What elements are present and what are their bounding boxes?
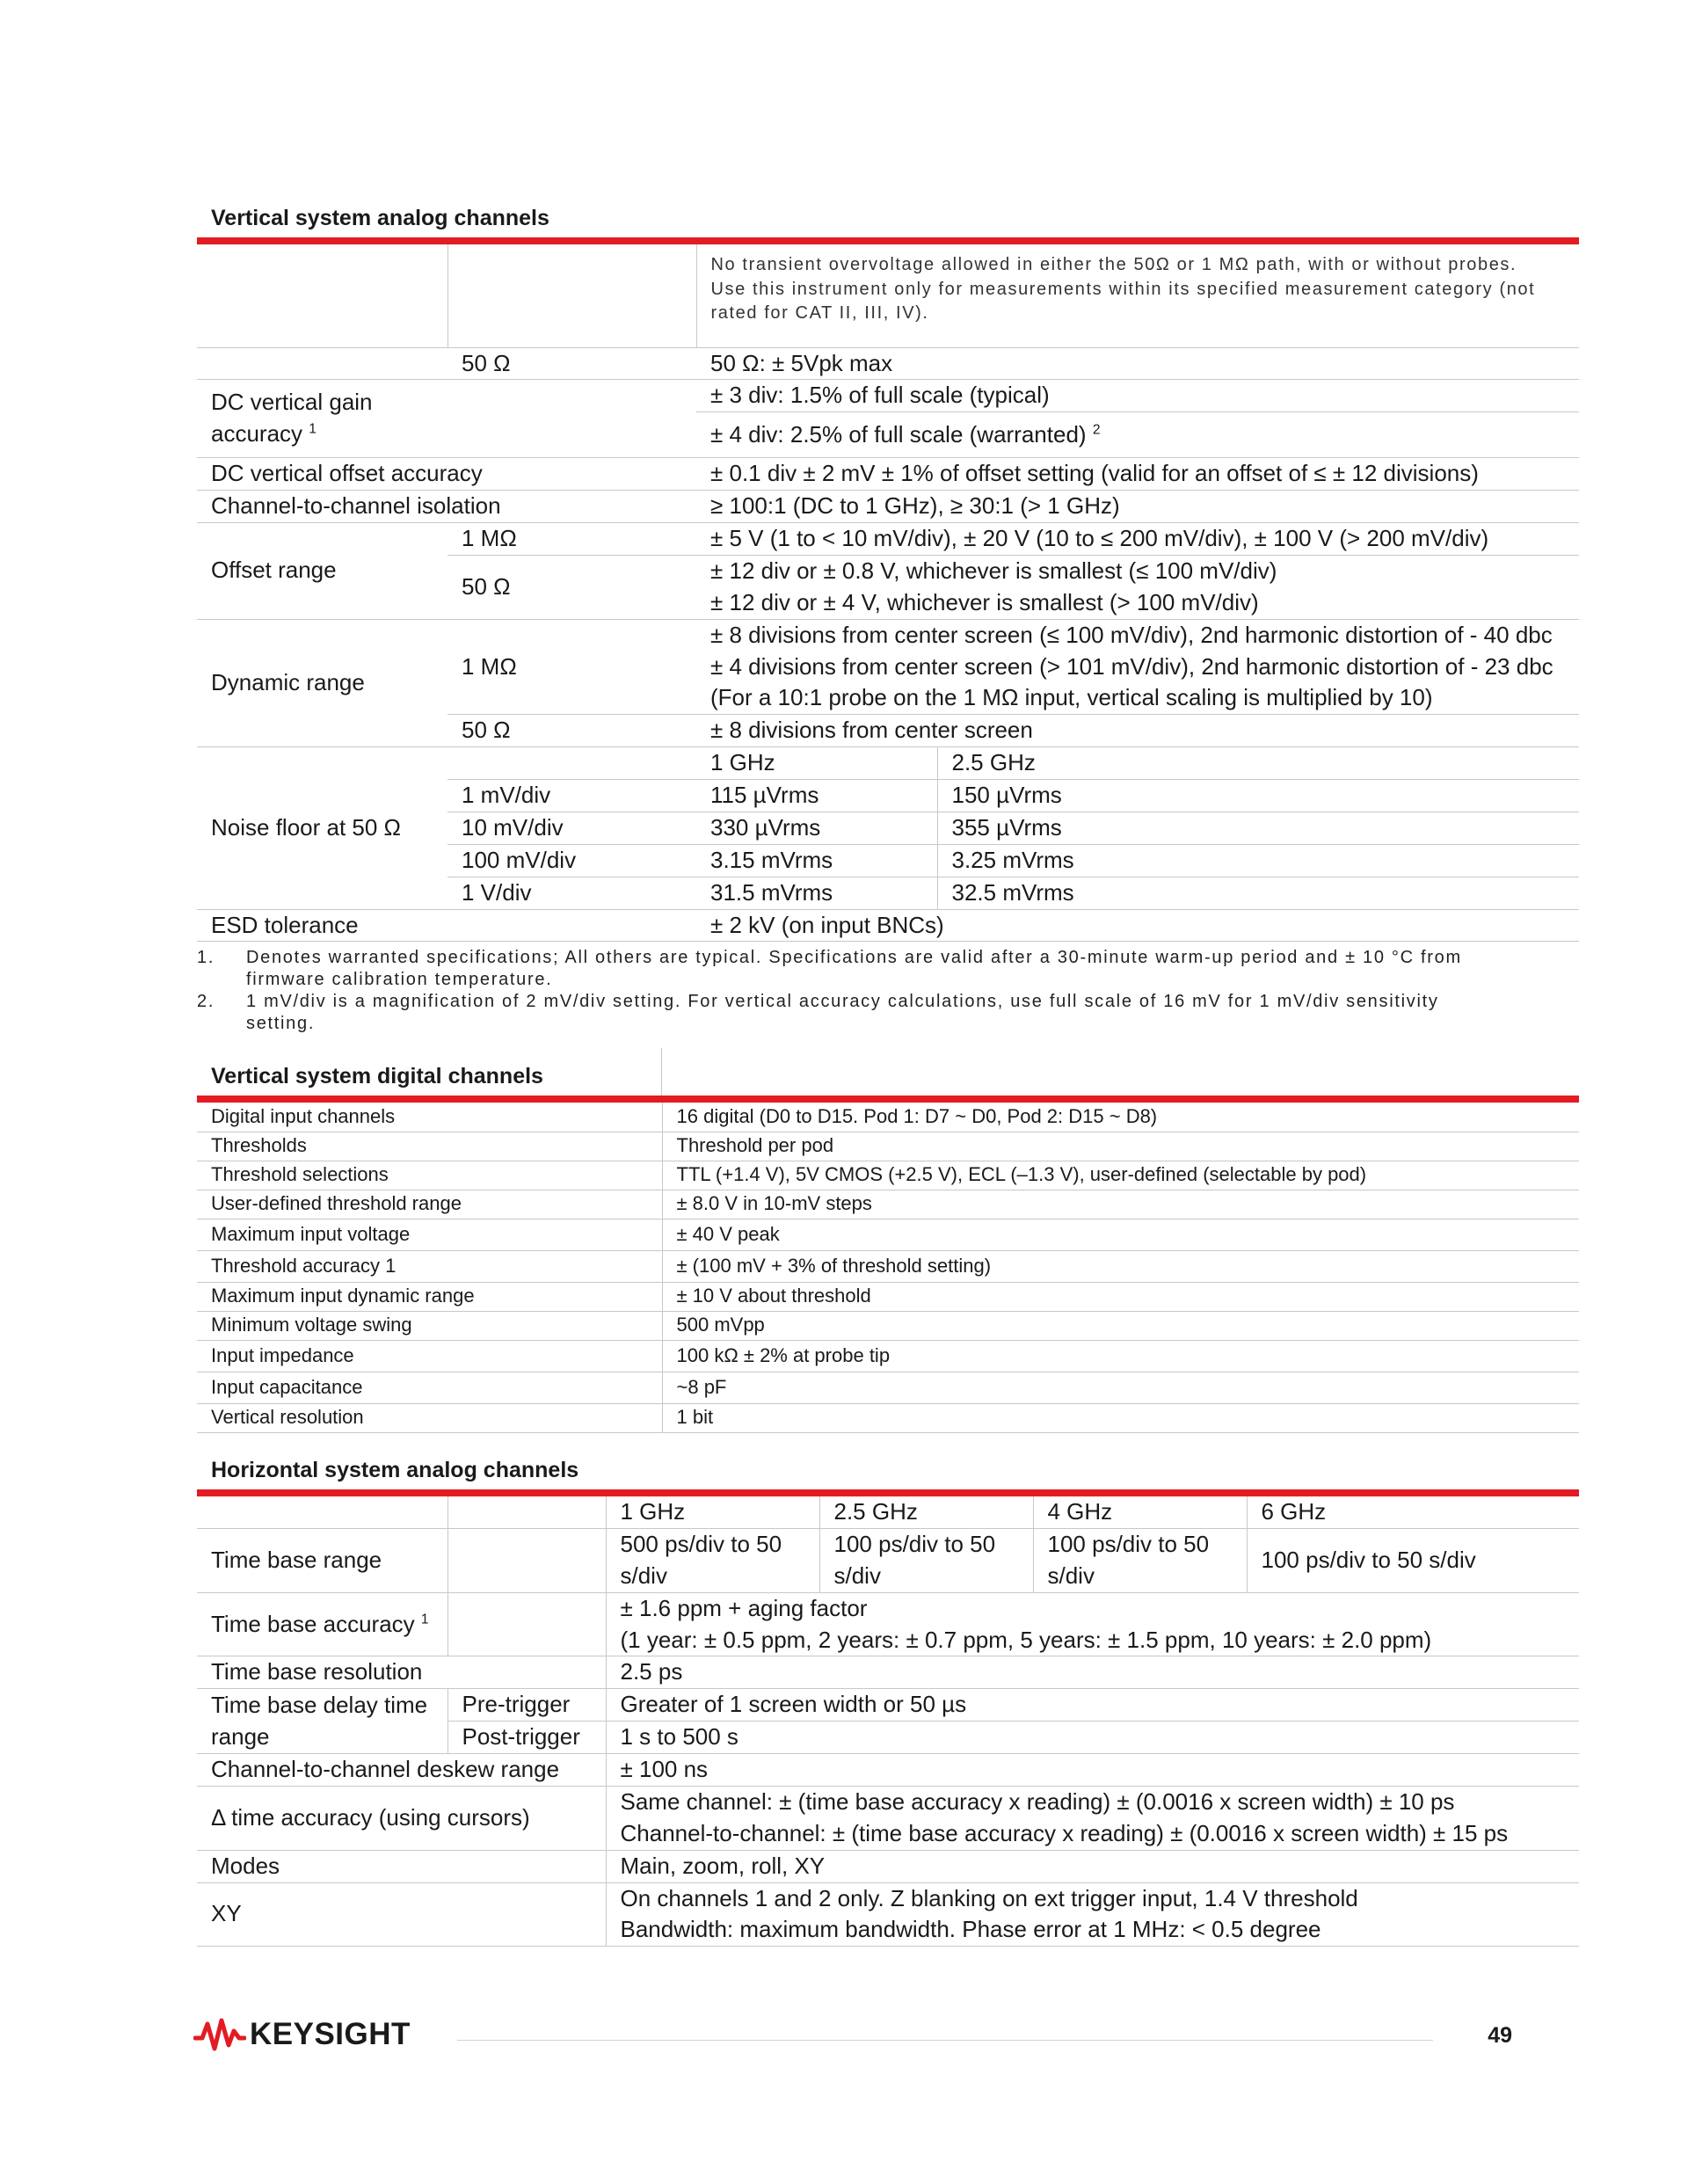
noise-head: 1 GHz [696,747,937,780]
digital-spec-value: Threshold per pod [662,1132,1579,1161]
spec-value: ± 12 div or ± 0.8 V, whichever is smallest (≤ 100 mV/div) ± 12 div or ± 4 V, whichever is smallest (> 100 mV/div) [696,555,1579,619]
spec-sub [447,380,696,458]
spec-sub: Pre-trigger [447,1689,606,1722]
digital-spec-value: 1 bit [662,1403,1579,1432]
table-row [197,1372,1579,1403]
horizontal-analog-table [197,1496,1579,1947]
footnotes [197,947,1481,1035]
spec-value: 50 Ω: ± 5Vpk max [696,347,1579,380]
digital-spec-value: 500 mVpp [662,1311,1579,1340]
overvoltage-note: No transient overvoltage allowed in either the 50Ω or 1 MΩ path, with or without probes. Use this instrument only for measurements within its specified measurement category (not rated for CAT II, III, IV). [696,244,1579,347]
spec-label: XY [197,1882,606,1947]
table-row [197,1161,1579,1190]
bw-head: 1 GHz [606,1496,819,1528]
table-row [197,1282,1579,1311]
digital-spec-value: 16 digital (D0 to D15. Pod 1: D7 ~ D0, Pod 2: D15 ~ D8) [662,1103,1579,1132]
digital-spec-value: ± 10 V about threshold [662,1282,1579,1311]
page-number: 49 [1488,2023,1512,2048]
spec-sub [447,1496,606,1528]
spec-value: Greater of 1 screen width or 50 µs [606,1689,1579,1722]
noise-sub: 1 mV/div [447,780,696,812]
spec-label [197,347,447,380]
spec-value: On channels 1 and 2 only. Z blanking on ext trigger input, 1.4 V threshold Bandwidth: maximum bandwidth. Phase error at 1 MHz: < 0.5 degree [606,1882,1579,1947]
digital-spec-label: Thresholds [197,1132,662,1161]
digital-spec-label: Maximum input dynamic range [197,1282,662,1311]
spec-label: Δ time accuracy (using cursors) [197,1786,606,1850]
spec-label: Dynamic range [197,619,447,747]
bw-head: 2.5 GHz [819,1496,1033,1528]
spec-label: Channel-to-channel deskew range [197,1754,606,1787]
spec-value: ± 2 kV (on input BNCs) [696,909,1579,942]
vertical-digital-table [197,1103,1579,1433]
section-title-vertical-analog: Vertical system analog channels [211,206,549,230]
noise-value: 3.15 mVrms [696,844,937,877]
bw-head: 6 GHz [1247,1496,1579,1528]
tb-range-value: 100 ps/div to 50 s/div [819,1528,1033,1592]
spec-sub [447,747,696,780]
table-row [197,1311,1579,1340]
spec-sub: 50 Ω [447,347,696,380]
header-divider [661,1048,662,1096]
digital-spec-value: ~8 pF [662,1372,1579,1403]
spec-label: Time base range [197,1528,447,1592]
spec-value: 2.5 ps [606,1656,1579,1689]
spec-value: ± 4 div: 2.5% of full scale (warranted) $^2$ [696,412,1579,458]
spec-label: Time base delay time [211,1691,428,1718]
noise-value: 115 µVrms [696,780,937,812]
spec-value: ± 5 V (1 to < 10 mV/div), ± 20 V (10 to ≤ 200 mV/div), ± 100 V (> 200 mV/div) [696,523,1579,556]
section-title-horizontal-analog: Horizontal system analog channels [211,1458,579,1482]
spec-label: Modes [197,1850,606,1882]
table-row [197,1250,1579,1282]
spec-value: ± 3 div: 1.5% of full scale (typical) [696,380,1579,412]
table-row [197,1190,1579,1219]
digital-spec-label: Vertical resolution [197,1403,662,1432]
spec-label: Time base resolution [197,1656,606,1689]
spec-label [197,1496,447,1528]
table-row [197,1132,1579,1161]
spec-sub [447,1528,606,1592]
spec-label: DC vertical offset accuracy [197,458,696,491]
noise-value: 150 µVrms [937,780,1579,812]
digital-spec-value: ± (100 mV + 3% of threshold setting) [662,1250,1579,1282]
tb-range-value: 100 ps/div to 50 s/div [1033,1528,1247,1592]
tb-range-value: 100 ps/div to 50 s/div [1247,1528,1579,1592]
spec-sub [447,244,696,347]
spec-label: Time base accuracy $^1$ [197,1592,447,1656]
noise-sub: 1 V/div [447,877,696,909]
digital-spec-label: User-defined threshold range [197,1190,662,1219]
digital-spec-value: ± 8.0 V in 10-mV steps [662,1190,1579,1219]
spec-value: ± 1.6 ppm + aging factor (1 year: ± 0.5 ppm, 2 years: ± 0.7 ppm, 5 years: ± 1.5 ppm, 10 years: ± 2.0 ppm) [606,1592,1579,1656]
table-row [197,1219,1579,1250]
spec-sub [447,1592,606,1656]
footnote: 2. 1 mV/div is a magnification of 2 mV/div setting. For vertical accuracy calculations, use full scale of 16 mV for 1 mV/div sensitivity setting. [197,992,1439,1033]
section-divider [197,1489,1579,1496]
spec-label: Offset range [197,523,447,620]
section-divider [197,237,1579,244]
noise-sub: 100 mV/div [447,844,696,877]
spec-label: Channel-to-channel isolation [197,491,696,523]
digital-spec-label: Input capacitance [197,1372,662,1403]
spec-sub: 50 Ω [447,555,696,619]
digital-spec-label: Threshold accuracy 1 [197,1250,662,1282]
spec-value: ≥ 100:1 (DC to 1 GHz), ≥ 30:1 (> 1 GHz) [696,491,1579,523]
spec-value: ± 0.1 div ± 2 mV ± 1% of offset setting (valid for an offset of ≤ ± 12 divisions) [696,458,1579,491]
table-row [197,1403,1579,1432]
keysight-wave-icon [193,2015,246,2054]
table-row [197,1103,1579,1132]
noise-head: 2.5 GHz [937,747,1579,780]
keysight-logo [193,2015,411,2054]
spec-label-gain: DC vertical gain accuracy $^1$ [197,380,447,458]
noise-value: 32.5 mVrms [937,877,1579,909]
digital-spec-value: ± 40 V peak [662,1219,1579,1250]
noise-value: 3.25 mVrms [937,844,1579,877]
spec-value: ± 8 divisions from center screen (≤ 100 mV/div), 2nd harmonic distortion of - 40 dbc ± 4 divisions from center screen (> 101 mV/div), 2nd harmonic distortion of - 23 dbc (For a 10:1 probe on the 1 MΩ input, vertical scaling is multiplied by 10) [696,619,1579,715]
spec-value: Main, zoom, roll, XY [606,1850,1579,1882]
spec-value: Same channel: ± (time base accuracy x reading) ± (0.0016 x screen width) ± 10 ps Channel-to-channel: ± (time base accuracy x reading) ± (0.0016 x screen width) ± 15 ps [606,1786,1579,1850]
section-title-vertical-digital: Vertical system digital channels [211,1064,543,1088]
digital-spec-label: Maximum input voltage [197,1219,662,1250]
section-divider [197,1096,1579,1103]
spec-sub: Post-trigger [447,1722,606,1754]
spec-sub: 50 Ω [447,715,696,747]
spec-sub: 1 MΩ [447,523,696,556]
digital-spec-label: Threshold selections [197,1161,662,1190]
spec-value: 1 s to 500 s [606,1722,1579,1754]
spec-label [197,244,447,347]
spec-label: range [197,1722,447,1754]
digital-spec-label: Minimum voltage swing [197,1311,662,1340]
bw-head: 4 GHz [1033,1496,1247,1528]
brand-name: KEYSIGHT [250,2017,411,2051]
noise-value: 330 µVrms [696,812,937,844]
spec-value: ± 100 ns [606,1754,1579,1787]
table-row [197,1340,1579,1372]
spec-value: ± 8 divisions from center screen [696,715,1579,747]
noise-value: 355 µVrms [937,812,1579,844]
spec-sub: 1 MΩ [447,619,696,715]
digital-spec-value: 100 kΩ ± 2% at probe tip [662,1340,1579,1372]
digital-spec-value: TTL (+1.4 V), 5V CMOS (+2.5 V), ECL (–1.3 V), user-defined (selectable by pod) [662,1161,1579,1190]
spec-label: ESD tolerance [197,909,696,942]
noise-value: 31.5 mVrms [696,877,937,909]
vertical-analog-table [197,244,1579,942]
noise-sub: 10 mV/div [447,812,696,844]
footnote: 1. Denotes warranted specifications; All others are typical. Specifications are valid after a 30-minute warm-up period and ± 10 °C from firmware calibration temperature. [197,948,1462,989]
footer-rule [457,2040,1433,2041]
spec-label: Noise floor at 50 Ω [197,747,447,909]
digital-spec-label: Digital input channels [197,1103,662,1132]
tb-range-value: 500 ps/div to 50 s/div [606,1528,819,1592]
digital-spec-label: Input impedance [197,1340,662,1372]
